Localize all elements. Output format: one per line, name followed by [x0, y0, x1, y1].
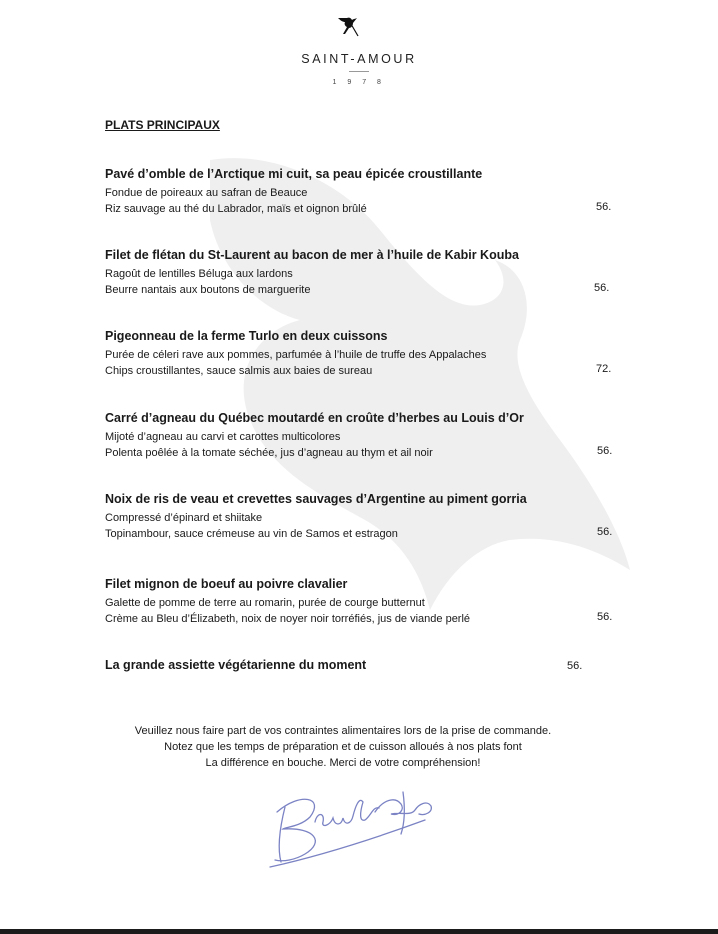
dish-item: [105, 328, 625, 379]
dish-description: Purée de céleri rave aux pommes, parfumée à l’huile de truffe des Appalaches: [105, 349, 487, 361]
dietary-note-line: La différence en bouche. Merci de votre compréhension!: [205, 757, 481, 769]
dish-name: Pavé d’omble de l’Arctique mi cuit, sa peau épicée croustillante: [105, 167, 483, 181]
dietary-note-line: Veuillez nous faire part de vos contraintes alimentaires lors de la prise de commande.: [134, 725, 552, 737]
brand-name: SAINT-AMOUR: [301, 52, 417, 66]
page-bottom-edge: [0, 929, 718, 934]
dish-item: [105, 576, 625, 627]
dish-price: 56.: [594, 282, 610, 294]
dish-item: [105, 247, 625, 298]
dish-name: Filet mignon de boeuf au poivre clavalier: [105, 577, 348, 591]
dish-name: Carré d’agneau du Québec moutardé en croûte d’herbes au Louis d’Or: [105, 411, 524, 425]
dish-price: 56.: [596, 201, 612, 213]
section-title: PLATS PRINCIPAUX: [105, 118, 220, 132]
dish-description: Compressé d’épinard et shiitake: [105, 512, 263, 524]
dish-name: Filet de flétan du St-Laurent au bacon de mer à l’huile de Kabir Kouba: [105, 248, 519, 262]
vegetarian-dish-price: 56.: [567, 660, 583, 672]
dish-description: Crème au Bleu d’Élizabeth, noix de noyer noir torréfiés, jus de viande perlé: [105, 613, 471, 625]
bird-logo-icon: [333, 12, 363, 42]
dish-description: Galette de pomme de terre au romarin, purée de courge butternut: [105, 597, 425, 609]
chef-signature-icon: [255, 782, 455, 872]
vegetarian-dish-name: La grande assiette végétarienne du moment: [105, 658, 367, 672]
dish-description: Mijoté d’agneau au carvi et carottes multicolores: [105, 431, 341, 443]
dish-price: 56.: [597, 445, 613, 457]
brand-divider: [349, 71, 369, 72]
dish-description: Beurre nantais aux boutons de marguerite: [105, 284, 311, 296]
dish-description: Topinambour, sauce crémeuse au vin de Samos et estragon: [105, 528, 398, 540]
dish-description: Fondue de poireaux au safran de Beauce: [105, 187, 308, 199]
dietary-note-line: Notez que les temps de préparation et de cuisson alloués à nos plats font: [164, 741, 522, 753]
dish-price: 56.: [597, 526, 613, 538]
brand-year: 1 9 7 8: [332, 79, 386, 86]
dish-item: [105, 166, 625, 217]
dish-description: Ragoût de lentilles Béluga aux lardons: [105, 268, 293, 280]
dish-item: [105, 491, 625, 542]
dish-description: Chips croustillantes, sauce salmis aux baies de sureau: [105, 365, 373, 377]
dish-description: Polenta poêlée à la tomate séchée, jus d’agneau au thym et ail noir: [105, 447, 433, 459]
dietary-note: [0, 723, 686, 771]
dish-item: [105, 410, 625, 461]
dish-description: Riz sauvage au thé du Labrador, maïs et oignon brûlé: [105, 203, 367, 215]
dish-name: Pigeonneau de la ferme Turlo en deux cuissons: [105, 329, 388, 343]
dish-price: 56.: [597, 611, 613, 623]
dish-price: 72.: [596, 363, 612, 375]
dish-name: Noix de ris de veau et crevettes sauvages d’Argentine au piment gorria: [105, 492, 527, 506]
